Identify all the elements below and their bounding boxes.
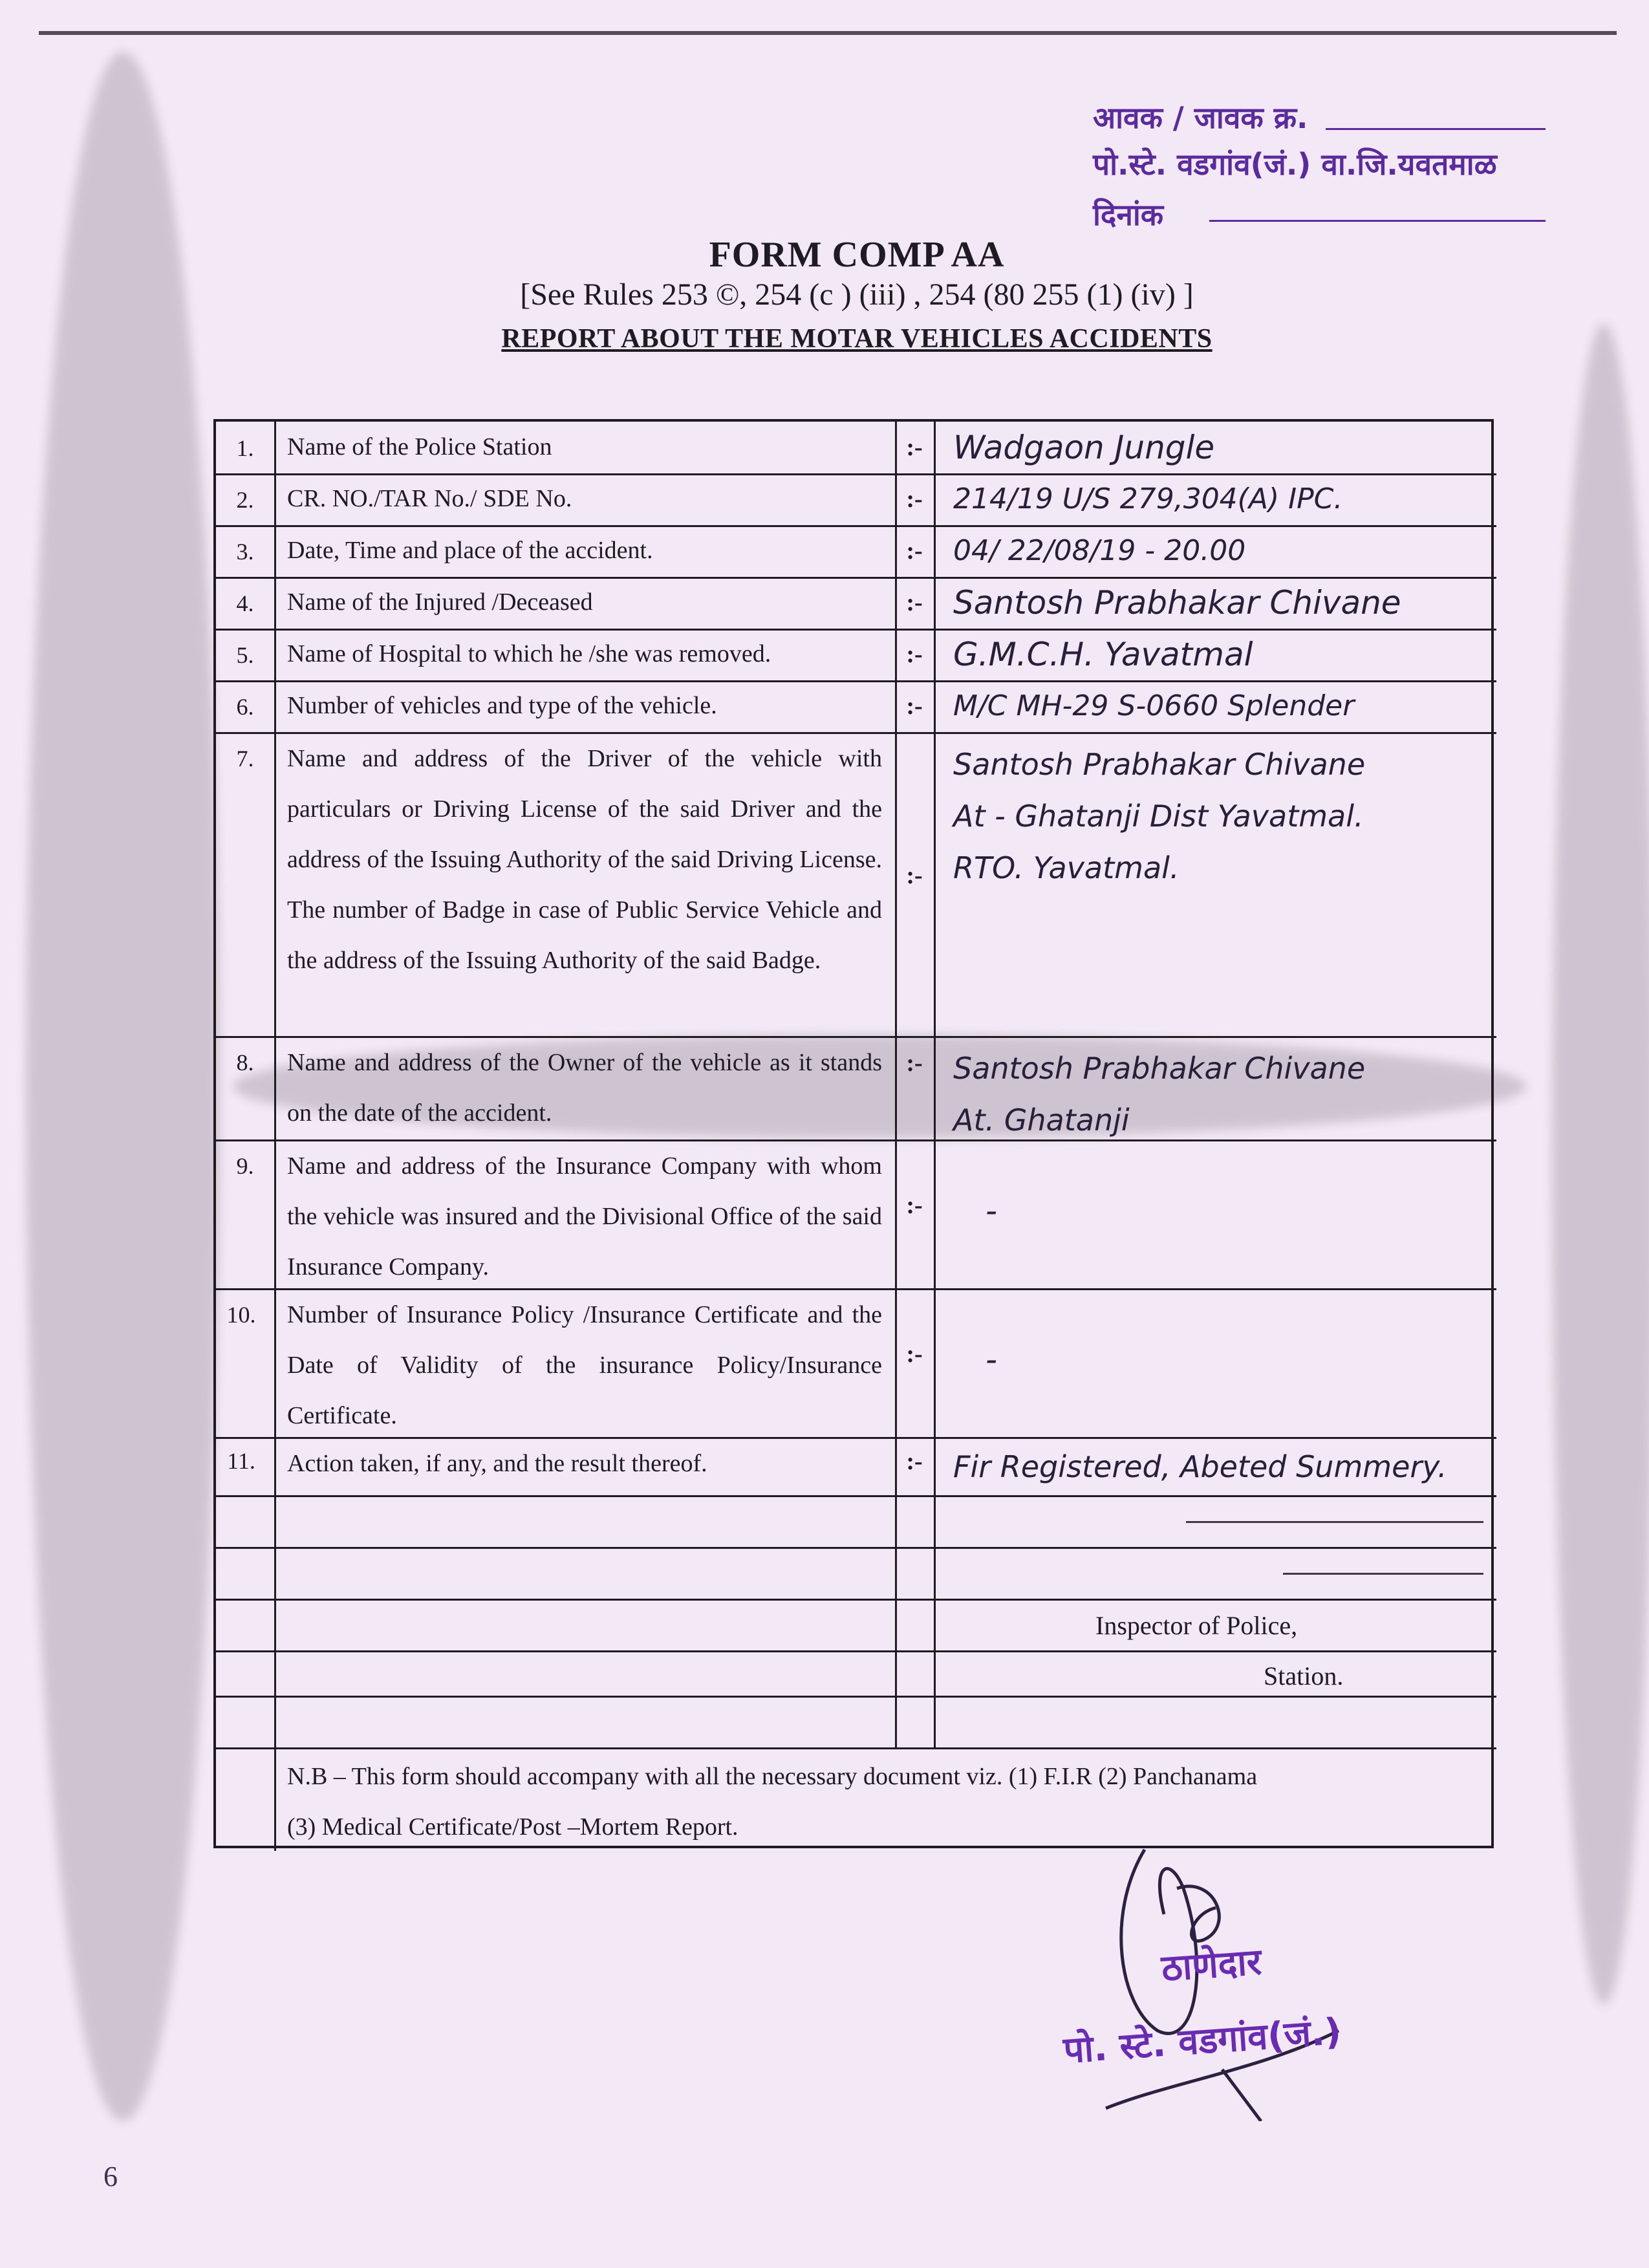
row-label: Name and address of the Insurance Company with whom the vehicle was insured and the Divisional Office of the said Insurance Company. <box>287 1152 882 1280</box>
row-number: 8. <box>236 1050 254 1075</box>
stamp-rule <box>1209 220 1546 222</box>
row-answer: - <box>986 1341 998 1378</box>
row-separator: :- <box>906 1192 923 1219</box>
form-subtitle: REPORT ABOUT THE MOTAR VEHICLES ACCIDENTS <box>501 324 1212 354</box>
row-number: 5. <box>236 642 254 668</box>
row-answer: 214/19 U/S 279,304(A) IPC. <box>953 482 1343 515</box>
inward-outward-stamp <box>1093 97 1546 246</box>
row-number: 4. <box>236 590 254 616</box>
row-label: Name and address of the Driver of the vehicle with particulars or Driving License of the said Driver and the address of the Issuing Authority of the said Driving License. The number of Badge in case of Public Service Vehicle and the address of the Issuing Authority of the said Badge. <box>287 745 882 974</box>
row-label: Action taken, if any, and the result thereof. <box>287 1450 707 1477</box>
row-number: 2. <box>236 487 254 513</box>
row-answer: Fir Registered, Abeted Summery. <box>953 1449 1447 1484</box>
row-answer: Santosh Prabhakar Chivane At. Ghatanji <box>953 1051 1366 1138</box>
row-divider <box>216 1599 1496 1601</box>
row-label: Name of the Police Station <box>287 433 552 460</box>
row-number: 6. <box>236 694 254 720</box>
row-separator: :- <box>906 1341 923 1368</box>
row-divider <box>216 1495 1496 1497</box>
inspector-designation: Inspector of Police, <box>1095 1611 1298 1640</box>
row-separator: :- <box>906 1050 923 1077</box>
row-separator: :- <box>906 434 923 461</box>
row-number: 1. <box>236 435 254 461</box>
row-divider <box>216 1650 1496 1652</box>
row-label: Number of vehicles and type of the vehicle. <box>287 692 717 719</box>
form-rules: [See Rules 253 ©, 254 (c ) (iii) , 254 (80 255 (1) (iv) ] <box>520 277 1194 312</box>
row-number: 7. <box>236 746 254 772</box>
nb-note-line-2: (3) Medical Certificate/Post –Mortem Report. <box>287 1813 738 1841</box>
accident-report-table <box>213 419 1494 1848</box>
row-label: Number of Insurance Policy /Insurance Certificate and the Date of Validity of the insurance Policy/Insurance Certificate. <box>287 1301 882 1429</box>
row-answer: G.M.C.H. Yavatmal <box>953 636 1253 673</box>
row-label: Name of Hospital to which he /she was removed. <box>287 640 771 667</box>
row-separator: :- <box>906 537 923 565</box>
row-answer: Wadgaon Jungle <box>953 429 1215 466</box>
row-label: Date, Time and place of the accident. <box>287 537 653 564</box>
stamp-station-name: पो. स्टे. वडगांव(जं.) <box>1062 2010 1343 2072</box>
scan-noise <box>1552 323 1649 2005</box>
row-answer: M/C MH-29 S-0660 Splender <box>953 689 1355 722</box>
row-number: 11. <box>227 1448 255 1474</box>
row-separator: :- <box>906 589 923 616</box>
row-divider <box>216 1696 1496 1698</box>
row-separator: :- <box>906 693 923 720</box>
page-top-edge <box>39 31 1617 35</box>
signature-line <box>1186 1521 1483 1523</box>
form-title: FORM COMP AA <box>709 235 1005 275</box>
corner-mark: 6 <box>103 2161 118 2192</box>
row-separator: :- <box>906 862 923 889</box>
row-separator: :- <box>906 1448 923 1475</box>
row-number: 3. <box>236 539 254 565</box>
row-label: Name and address of the Owner of the vehicle as it stands on the date of the accident. <box>287 1049 882 1127</box>
row-number: 9. <box>236 1153 254 1179</box>
row-label: CR. NO./TAR No./ SDE No. <box>287 485 572 512</box>
row-answer: Santosh Prabhakar Chivane <box>953 584 1401 621</box>
stamp-line-2: पो.स्टे. वडगांव(जं.) वा.जि.यवतमाळ <box>1093 147 1497 182</box>
stamp-rule <box>1326 128 1546 130</box>
signature-line <box>1283 1573 1483 1575</box>
stamp-line-1: आवक / जावक क्र. <box>1093 100 1308 135</box>
row-separator: :- <box>906 486 923 513</box>
row-separator: :- <box>906 641 923 668</box>
row-number: 10. <box>226 1302 256 1328</box>
row-answer: 04/ 22/08/19 - 20.00 <box>953 534 1246 567</box>
stamp-officer-title: ठाणेदार <box>1159 1941 1263 1990</box>
row-answer: - <box>986 1192 998 1229</box>
scan-noise <box>26 52 220 2121</box>
stamp-line-3: दिनांक <box>1093 197 1164 232</box>
police-station-label: Station. <box>1264 1661 1344 1690</box>
nb-note-line-1: N.B – This form should accompany with all the necessary document viz. (1) F.I.R (2) Panchanama <box>287 1763 1258 1790</box>
row-divider <box>216 1547 1496 1549</box>
row-answer: Santosh Prabhakar Chivane At - Ghatanji Dist Yavatmal. RTO. Yavatmal. <box>953 747 1366 885</box>
station-officer-stamp <box>1057 1930 1342 2074</box>
row-label: Name of the Injured /Deceased <box>287 589 593 616</box>
col-divider <box>274 1747 276 1851</box>
row-divider <box>216 1747 1496 1749</box>
